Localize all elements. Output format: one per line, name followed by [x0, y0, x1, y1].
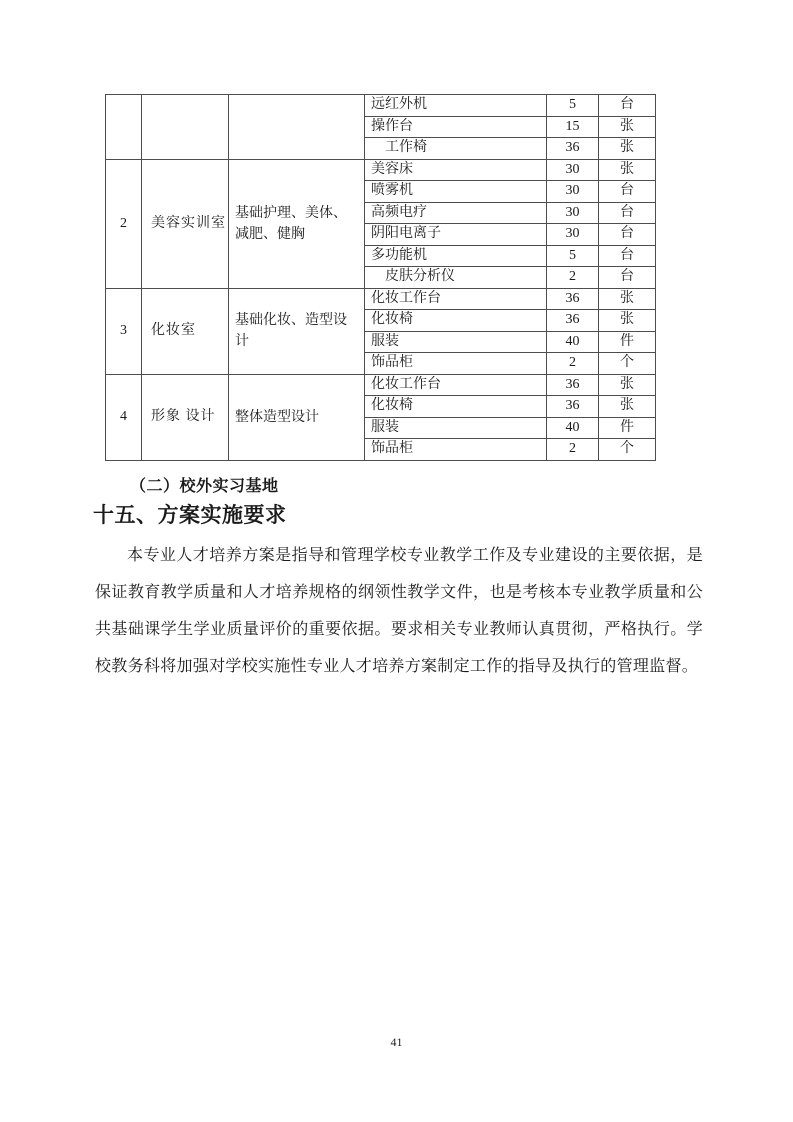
equipment-qty-cell: 5 — [547, 245, 599, 267]
group-number-cell — [106, 95, 142, 160]
equipment-qty-cell: 15 — [547, 116, 599, 138]
equipment-qty-cell: 40 — [547, 417, 599, 439]
equipment-qty-cell: 2 — [547, 353, 599, 375]
equipment-qty-cell: 5 — [547, 95, 599, 117]
group-number-cell: 2 — [106, 159, 142, 288]
equipment-qty-cell: 30 — [547, 159, 599, 181]
equipment-name-cell: 喷雾机 — [365, 181, 547, 203]
room-function-cell — [229, 95, 365, 160]
room-name-cell: 形象 设计 — [142, 374, 229, 460]
table-row — [106, 288, 656, 310]
equipment-unit-cell: 台 — [599, 181, 656, 203]
equipment-unit-cell: 台 — [599, 95, 656, 117]
page-number: 41 — [390, 1035, 403, 1049]
room-name-cell: 美容实训室 — [142, 159, 229, 288]
section-heading: 十五、方案实施要求 — [93, 504, 287, 527]
equipment-name-cell: 皮肤分析仪 — [365, 267, 547, 289]
equipment-qty-cell: 2 — [547, 439, 599, 461]
equipment-unit-cell: 个 — [599, 353, 656, 375]
room-function-cell: 整体造型设计 — [229, 374, 365, 460]
subsection-heading: （二）校外实习基地 — [130, 478, 279, 495]
equipment-name-cell: 远红外机 — [365, 95, 547, 117]
equipment-unit-cell: 台 — [599, 267, 656, 289]
equipment-name-cell: 操作台 — [365, 116, 547, 138]
equipment-name-cell: 阴阳电离子 — [365, 224, 547, 246]
equipment-unit-cell: 张 — [599, 116, 656, 138]
equipment-name-cell: 化妆椅 — [365, 396, 547, 418]
equipment-qty-cell: 36 — [547, 396, 599, 418]
equipment-unit-cell: 张 — [599, 288, 656, 310]
equipment-name-cell: 饰品柜 — [365, 439, 547, 461]
equipment-qty-cell: 40 — [547, 331, 599, 353]
equipment-qty-cell: 30 — [547, 202, 599, 224]
table-row — [106, 374, 656, 396]
group-number-cell: 4 — [106, 374, 142, 460]
room-function-cell: 基础护理、美体、减肥、健胸 — [229, 159, 365, 288]
equipment-unit-cell: 台 — [599, 224, 656, 246]
equipment-name-cell: 化妆工作台 — [365, 374, 547, 396]
table-row — [106, 159, 656, 181]
equipment-name-cell: 工作椅 — [365, 138, 547, 160]
room-function-cell: 基础化妆、造型设计 — [229, 288, 365, 374]
equipment-unit-cell: 件 — [599, 417, 656, 439]
equipment-table — [105, 94, 656, 461]
equipment-unit-cell: 张 — [599, 138, 656, 160]
equipment-unit-cell: 张 — [599, 310, 656, 332]
equipment-name-cell: 多功能机 — [365, 245, 547, 267]
room-name-cell — [142, 95, 229, 160]
group-number-cell: 3 — [106, 288, 142, 374]
equipment-qty-cell: 36 — [547, 288, 599, 310]
equipment-qty-cell: 36 — [547, 310, 599, 332]
equipment-qty-cell: 30 — [547, 224, 599, 246]
table-row — [106, 95, 656, 117]
equipment-qty-cell: 36 — [547, 138, 599, 160]
equipment-unit-cell: 台 — [599, 202, 656, 224]
equipment-name-cell: 美容床 — [365, 159, 547, 181]
equipment-unit-cell: 张 — [599, 396, 656, 418]
equipment-qty-cell: 36 — [547, 374, 599, 396]
equipment-name-cell: 化妆工作台 — [365, 288, 547, 310]
equipment-name-cell: 高频电疗 — [365, 202, 547, 224]
equipment-qty-cell: 2 — [547, 267, 599, 289]
equipment-name-cell: 化妆椅 — [365, 310, 547, 332]
equipment-unit-cell: 个 — [599, 439, 656, 461]
equipment-unit-cell: 件 — [599, 331, 656, 353]
equipment-name-cell: 服装 — [365, 417, 547, 439]
equipment-unit-cell: 张 — [599, 374, 656, 396]
room-name-cell: 化妆室 — [142, 288, 229, 374]
equipment-unit-cell: 台 — [599, 245, 656, 267]
equipment-unit-cell: 张 — [599, 159, 656, 181]
body-paragraph: 本专业人才培养方案是指导和管理学校专业教学工作及专业建设的主要依据，是保证教育教学质量和人才培养规格的纲领性教学文件，也是考核本专业教学质量和公共基础课学生学业质量评价的重要依据。要求相关专业教师认真贯彻，严格执行。学校教务科将加强对学校实施性专业人才培养方案制定工作的指导及执行的管理监督。 — [95, 547, 703, 675]
equipment-name-cell: 服装 — [365, 331, 547, 353]
equipment-qty-cell: 30 — [547, 181, 599, 203]
equipment-name-cell: 饰品柜 — [365, 353, 547, 375]
